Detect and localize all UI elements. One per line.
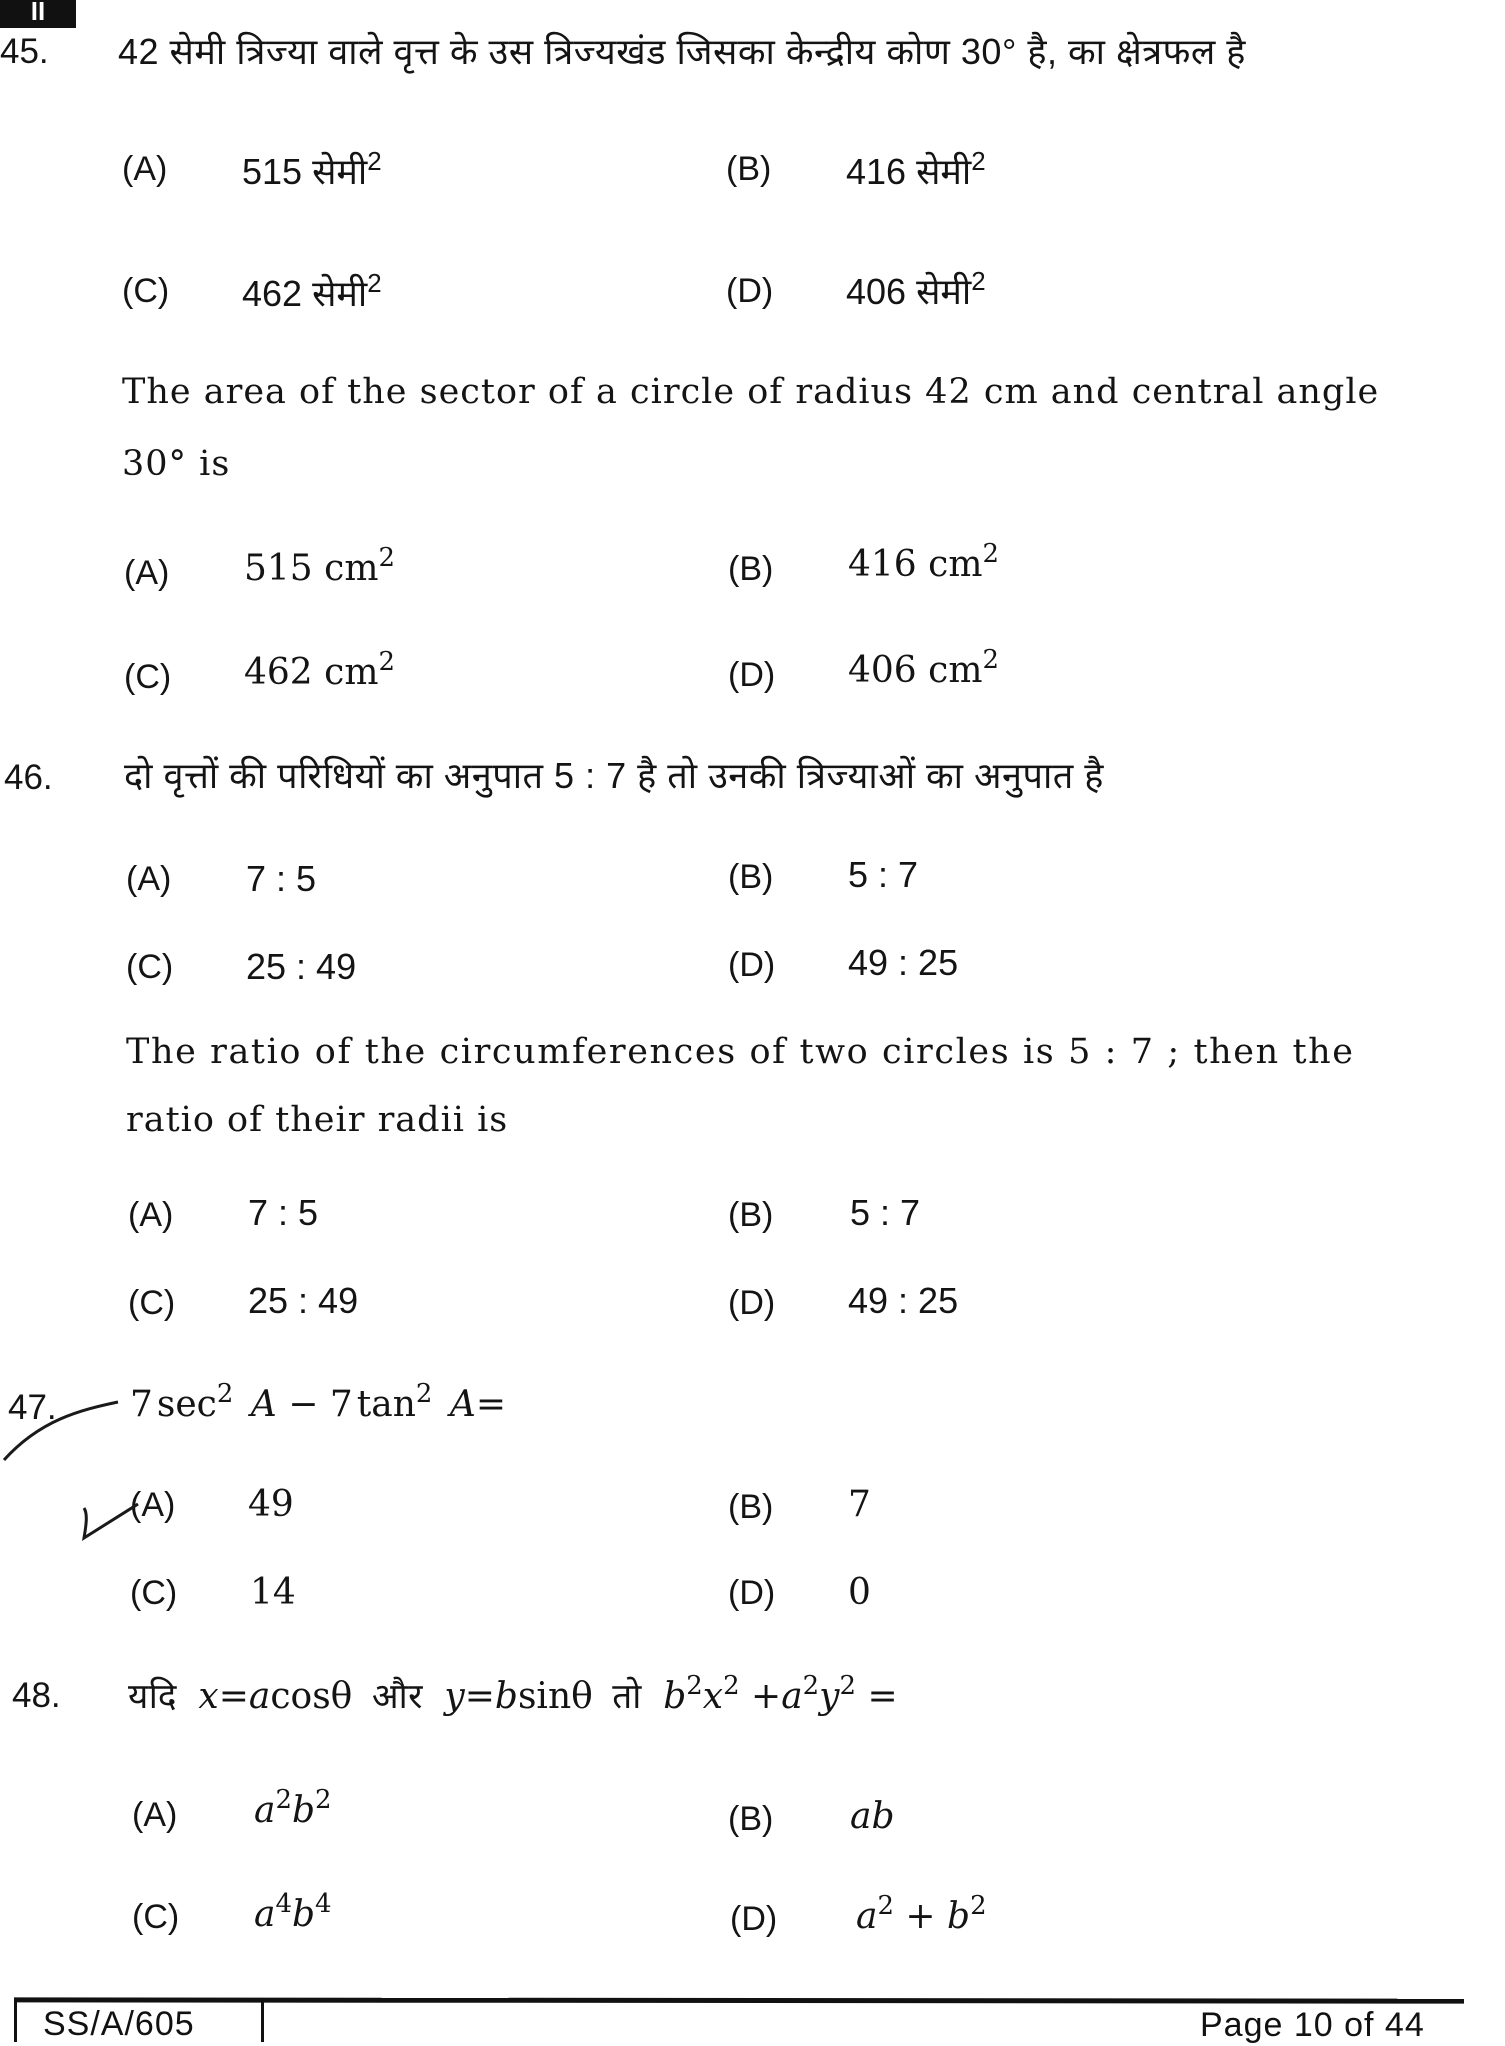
question-48-text: यदि x=acosθ और y=bsinθ तो $b^2x^2 +a^2y^2$ = xyxy=(128,1670,898,1717)
option-label[interactable]: (C) xyxy=(124,658,172,696)
option-label[interactable]: (A) xyxy=(122,150,168,188)
page-number: Page 10 of 44 xyxy=(1200,2006,1425,2044)
option-label[interactable]: (B) xyxy=(728,1196,774,1234)
question-number-47: 47. xyxy=(8,1388,57,1427)
option-value[interactable]: 515 सेमी$^2$ xyxy=(242,147,382,192)
section-badge: II xyxy=(0,0,76,28)
question-number-48: 48. xyxy=(12,1676,61,1715)
option-label[interactable]: (A) xyxy=(132,1796,178,1834)
option-value[interactable]: 49 xyxy=(248,1484,294,1525)
option-value[interactable]: ab xyxy=(850,1796,895,1837)
question-45-english-line-2: 30° is xyxy=(122,444,231,484)
option-value[interactable]: 462 $cm^2$ xyxy=(244,646,395,693)
option-value[interactable]: 406 सेमी$^2$ xyxy=(846,267,986,312)
option-label[interactable]: (D) xyxy=(730,1900,778,1938)
option-value[interactable]: 416 सेमी$^2$ xyxy=(846,147,986,192)
option-label[interactable]: (A) xyxy=(128,1196,174,1234)
option-label[interactable]: (B) xyxy=(728,1800,774,1838)
question-46-english-line-1: The ratio of the circumferences of two circles is 5 : 7 ; then the xyxy=(126,1032,1355,1072)
option-value[interactable]: $a^2b^2$ xyxy=(254,1784,332,1831)
question-number-45: 45. xyxy=(0,32,49,71)
paper-code-box: SS/A/605 xyxy=(14,2002,264,2042)
option-label[interactable]: (D) xyxy=(728,946,776,984)
option-value[interactable]: 406 $cm^2$ xyxy=(848,644,999,691)
question-45-hindi-text: 42 सेमी त्रिज्या वाले वृत्त के उस त्रिज्यखंड जिसका केन्द्रीय कोण 30° है, का क्षेत्रफल है xyxy=(118,31,1246,72)
question-45-english-line-1: The area of the sector of a circle of radius 42 cm and central angle xyxy=(122,372,1380,412)
option-value[interactable]: $a^4b^4$ xyxy=(254,1888,332,1935)
option-label[interactable]: (B) xyxy=(728,1488,774,1526)
option-label[interactable]: (C) xyxy=(126,948,174,986)
option-value[interactable]: 7 xyxy=(848,1484,871,1525)
option-value[interactable]: $a^2 + b^2$ xyxy=(856,1890,987,1937)
option-label[interactable]: (D) xyxy=(726,272,774,310)
option-label[interactable]: (C) xyxy=(122,272,170,310)
option-label[interactable]: (B) xyxy=(728,858,774,896)
option-label[interactable]: (D) xyxy=(728,1284,776,1322)
option-label[interactable]: (C) xyxy=(128,1284,176,1322)
option-value[interactable]: 49 : 25 xyxy=(848,1280,959,1321)
option-label[interactable]: (A) xyxy=(124,554,170,592)
option-label[interactable]: (C) xyxy=(132,1898,180,1936)
option-value[interactable]: 49 : 25 xyxy=(848,942,959,983)
option-value[interactable]: 7 : 5 xyxy=(246,858,317,899)
option-value[interactable]: 25 : 49 xyxy=(248,1280,359,1321)
option-value[interactable]: 7 : 5 xyxy=(248,1192,319,1233)
option-label[interactable]: (B) xyxy=(726,150,772,188)
option-value[interactable]: 462 सेमी$^2$ xyxy=(242,269,382,314)
option-value[interactable]: 416 $cm^2$ xyxy=(848,538,999,585)
question-46-english-line-2: ratio of their radii is xyxy=(126,1100,509,1140)
option-value[interactable]: 0 xyxy=(848,1572,871,1613)
option-value[interactable]: 14 xyxy=(250,1572,296,1613)
option-label[interactable]: (D) xyxy=(728,1574,776,1612)
question-number-46: 46. xyxy=(4,758,53,797)
option-label[interactable]: (A) xyxy=(130,1486,176,1524)
option-value[interactable]: 515 $cm^2$ xyxy=(244,542,395,589)
option-value[interactable]: 25 : 49 xyxy=(246,946,357,987)
option-value[interactable]: 5 : 7 xyxy=(850,1192,921,1233)
option-label[interactable]: (D) xyxy=(728,656,776,694)
option-label[interactable]: (C) xyxy=(130,1574,178,1612)
option-value[interactable]: 5 : 7 xyxy=(848,854,919,895)
option-label[interactable]: (B) xyxy=(728,550,774,588)
handwritten-tick-icon xyxy=(78,1500,148,1550)
question-46-hindi-text: दो वृत्तों की परिधियों का अनुपात 5 : 7 है तो उनकी त्रिज्याओं का अनुपात है xyxy=(124,755,1104,796)
question-47-expression: 7 $\sec^2 A - 7$ $\tan^2 A=$ xyxy=(130,1378,507,1425)
option-label[interactable]: (A) xyxy=(126,860,172,898)
